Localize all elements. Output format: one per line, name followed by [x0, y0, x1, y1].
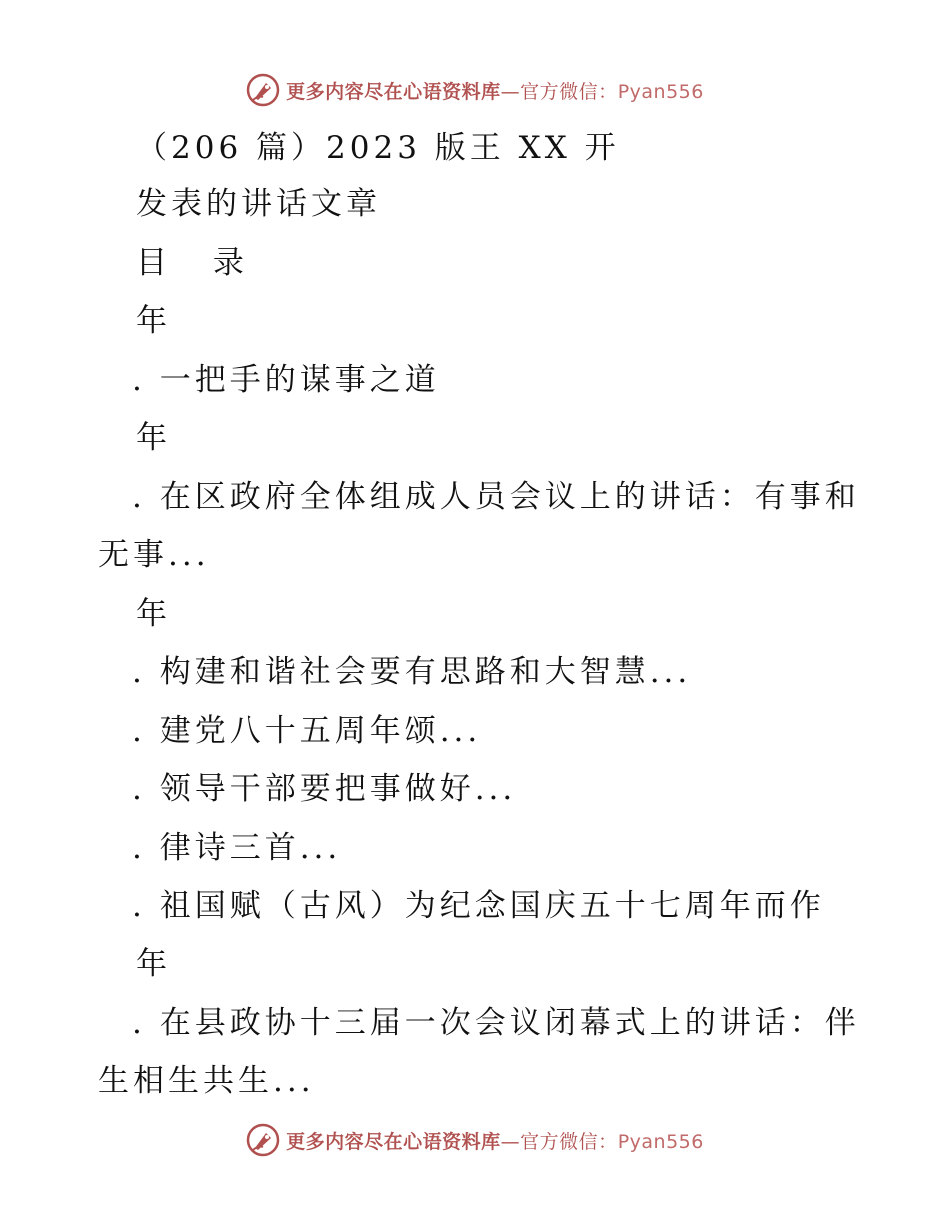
toc-year-label: 年	[136, 596, 171, 632]
toc-entry: . 领导干部要把事做好...	[132, 771, 517, 807]
toc-entry: . 建党八十五周年颂...	[132, 713, 482, 749]
pen-nib-logo-icon	[246, 1123, 280, 1157]
watermark-main: 更多内容尽在心语资料库	[286, 80, 501, 103]
watermark-dash: —	[500, 80, 521, 103]
document-title-line-1: （206 篇）2023 版王 XX 开	[136, 130, 620, 166]
footer-watermark	[0, 1120, 950, 1160]
toc-entry: . 在县政协十三届一次会议闭幕式上的讲话：伴	[132, 1005, 860, 1041]
toc-entry: . 一把手的谋事之道	[132, 362, 440, 398]
toc-year-label: 年	[136, 420, 171, 456]
watermark-id: Pyan556	[617, 1130, 704, 1153]
toc-entry: . 祖国赋（古风）为纪念国庆五十七周年而作	[132, 888, 825, 924]
toc-year-label: 年	[136, 946, 171, 982]
watermark-dash: —	[500, 1130, 521, 1153]
toc-entry-continuation: 无事...	[98, 537, 210, 573]
watermark-text	[286, 1127, 704, 1154]
watermark-id: Pyan556	[617, 80, 704, 103]
watermark-suffix: 官方微信：	[520, 1130, 618, 1153]
watermark-main: 更多内容尽在心语资料库	[286, 1130, 501, 1153]
toc-year-label: 年	[136, 303, 171, 339]
toc-heading: 目 录	[136, 245, 262, 281]
toc-entry: . 构建和谐社会要有思路和大智慧...	[132, 654, 692, 690]
watermark-text	[286, 77, 704, 104]
watermark-suffix: 官方微信：	[520, 80, 618, 103]
document-title-line-2: 发表的讲话文章	[136, 186, 381, 222]
toc-entry: . 律诗三首...	[132, 830, 342, 866]
toc-entry-continuation: 生相生共生...	[98, 1063, 315, 1099]
toc-entry: . 在区政府全体组成人员会议上的讲话：有事和	[132, 479, 860, 515]
header-watermark	[0, 70, 950, 110]
pen-nib-logo-icon	[246, 73, 280, 107]
